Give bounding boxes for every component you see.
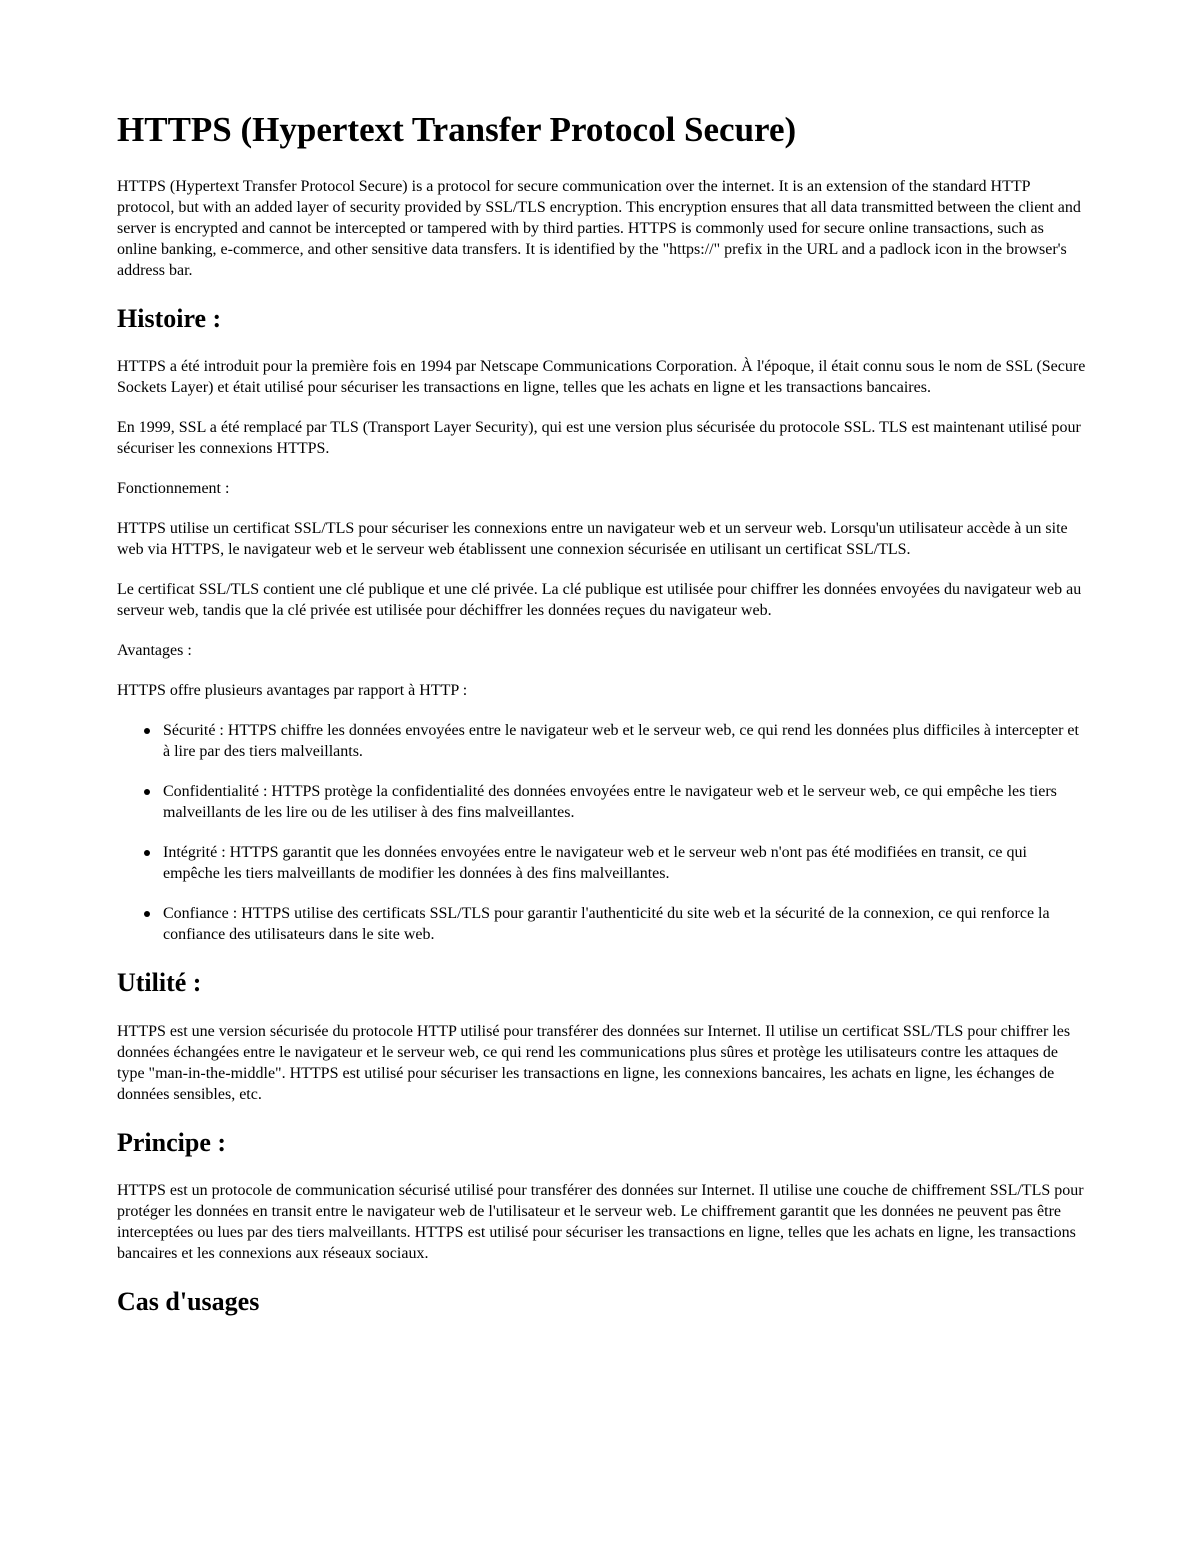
utilite-paragraph: HTTPS est une version sécurisée du protocole HTTP utilisé pour transférer des données sur Internet. Il utilise un certificat SSL/TLS pour chiffrer les données échangées entre le navigateur et le serveur web, ce qui rend les communications plus sûres et protège les utilisateurs contre les attaques de type "man-in-the-middle". HTTPS est utilisé pour sécuriser les transactions en ligne, les connexions bancaires, les achats en ligne, les échanges de données sensibles, etc. xyxy=(117,1022,1071,1103)
histoire-heading: Histoire : xyxy=(117,304,222,334)
avantages-list xyxy=(117,720,1087,945)
document-page xyxy=(117,100,1087,1339)
document-title: HTTPS (Hypertext Transfer Protocol Secure) xyxy=(117,110,797,149)
bullet-icon xyxy=(144,728,150,734)
intro-paragraph: HTTPS (Hypertext Transfer Protocol Secure) is a protocol for secure communication over the internet. It is an extension of the standard HTTP protocol, but with an added layer of security provided by SSL/TLS encryption. This encryption ensures that all data transmitted between the client and server is encrypted and cannot be intercepted or tampered with by third parties. HTTPS is commonly used for secure online transactions, such as online banking, e-commerce, and other sensitive data transfers. It is identified by the "https://" prefix in the URL and a padlock icon in the browser's address bar. xyxy=(117,178,1081,280)
cas-usages-heading: Cas d'usages xyxy=(117,1286,260,1316)
list-item-text: Confidentialité : HTTPS protège la confidentialité des données envoyées entre le navigateur web et le serveur web, ce qui empêche les tiers malveillants de les lire ou de les utiliser à des fins malveillantes. xyxy=(163,783,1057,822)
bullet-icon xyxy=(144,789,150,795)
list-item-text: Confiance : HTTPS utilise des certificats SSL/TLS pour garantir l'authenticité du site web et la sécurité de la connexion, ce qui renforce la confiance des utilisateurs dans le site web. xyxy=(163,905,1050,944)
list-item-text: Sécurité : HTTPS chiffre les données envoyées entre le navigateur web et le serveur web, ce qui rend les données plus difficiles à intercepter et à lire par des tiers malveillants. xyxy=(163,722,1079,761)
bullet-icon xyxy=(144,911,150,917)
principe-paragraph: HTTPS est un protocole de communication sécurisé utilisé pour transférer des données sur Internet. Il utilise une couche de chiffrement SSL/TLS pour protéger les données en transit entre le navigateur web de l'utilisateur et le serveur web. Le chiffrement garantit que les données ne peuvent pas être interceptées ou lues par des tiers malveillants. HTTPS est utilisé pour sécuriser les transactions en ligne, telles que les achats en ligne, les transactions bancaires et les connexions aux réseaux sociaux. xyxy=(117,1181,1084,1262)
principe-heading: Principe : xyxy=(117,1127,227,1157)
fonctionnement-paragraph-1: HTTPS utilise un certificat SSL/TLS pour sécuriser les connexions entre un navigateur web et un serveur web. Lorsqu'un utilisateur accède à un site web via HTTPS, le navigateur web et le serveur web établissent une connexion sécurisée en utilisant un certificat SSL/TLS. xyxy=(117,520,1068,559)
list-item xyxy=(163,720,1087,762)
list-item xyxy=(163,781,1087,823)
histoire-paragraph-2: En 1999, SSL a été remplacé par TLS (Transport Layer Security), qui est une version plus sécurisée du protocole SSL. TLS est maintenant utilisé pour sécuriser les connexions HTTPS. xyxy=(117,419,1081,458)
list-item-text: Intégrité : HTTPS garantit que les données envoyées entre le navigateur web et le serveur web n'ont pas été modifiées en transit, ce qui empêche les tiers malveillants de modifier les données à des fins malveillantes. xyxy=(163,844,1027,883)
bullet-icon xyxy=(144,850,150,856)
fonctionnement-paragraph-2: Le certificat SSL/TLS contient une clé publique et une clé privée. La clé publique est utilisée pour chiffrer les données envoyées du navigateur web au serveur web, tandis que la clé privée est utilisée pour déchiffrer les données reçues du navigateur web. xyxy=(117,581,1082,620)
fonctionnement-label: Fonctionnement : xyxy=(117,480,230,498)
list-item xyxy=(163,842,1087,884)
utilite-heading: Utilité : xyxy=(117,968,202,998)
avantages-label: Avantages : xyxy=(117,642,192,660)
histoire-paragraph-1: HTTPS a été introduit pour la première fois en 1994 par Netscape Communications Corporation. À l'époque, il était connu sous le nom de SSL (Secure Sockets Layer) et était utilisé pour sécuriser les transactions en ligne, telles que les achats en ligne et les transactions bancaires. xyxy=(117,358,1086,397)
list-item xyxy=(163,903,1087,945)
avantages-intro: HTTPS offre plusieurs avantages par rapport à HTTP : xyxy=(117,682,468,700)
